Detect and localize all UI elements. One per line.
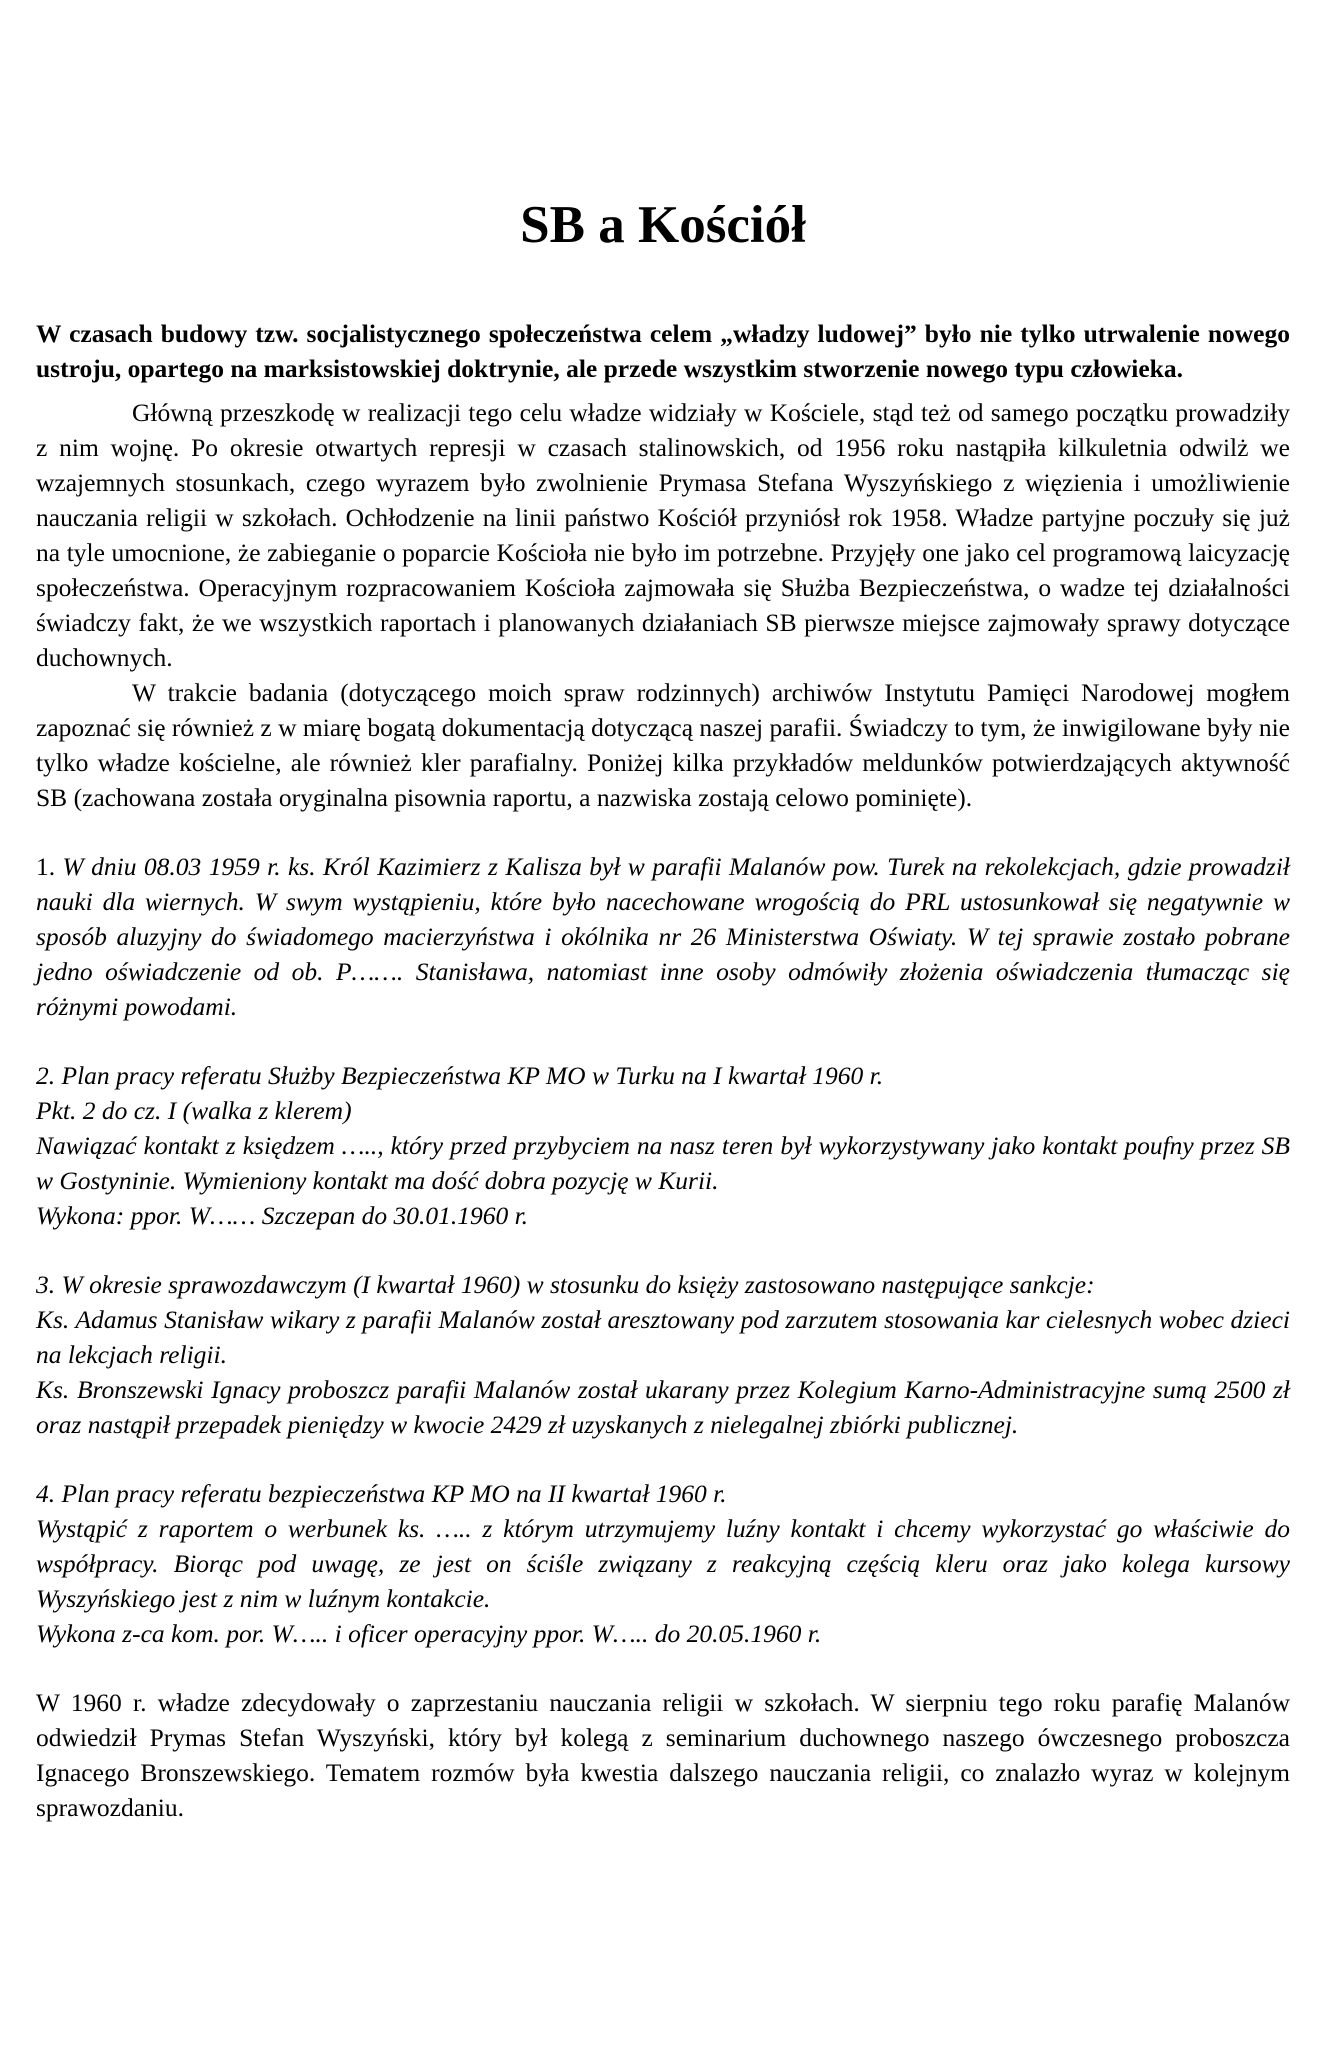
report-3: [36, 1267, 1290, 1442]
report-4-heading: 4. Plan pracy referatu bezpieczeństwa KP MO na II kwartał 1960 r.: [36, 1478, 727, 1508]
body-paragraph-1: Główną przeszkodę w realizacji tego celu władze widziały w Kościele, stąd też od samego początku prowadziły z nim wojnę. Po okresie otwartych represji w czasach stalinowskich, od 1956 roku nastąpiła kilkuletnia odwilż we wzajemnych stosunkach, czego wyrazem było zwolnienie Prymasa Stefana Wyszyńskiego z więzienia i umożliwienie nauczania religii w szkołach. Ochłodzenie na linii państwo Kościół przyniósł rok 1958. Władze partyjne poczuły się już na tyle umocnione, że zabieganie o poparcie Kościoła nie było im potrzebne. Przyjęły one jako cel programową laicyzację społeczeństwa. Operacyjnym rozpracowaniem Kościoła zajmowała się Służba Bezpieczeństwa, o wadze tej działalności świadczy fakt, że we wszystkich raportach i planowanych działaniach SB pierwsze miejsce zajmowały sprawy dotyczące duchownych.: [36, 397, 1290, 672]
report-4: [36, 1476, 1290, 1651]
report-1: [36, 849, 1290, 1024]
report-2: [36, 1058, 1290, 1233]
intro-paragraph: W czasach budowy tzw. socjalistycznego społeczeństwa celem „władzy ludowej” było nie tylko utrwalenie nowego ustroju, opartego na marksistowskiej doktrynie, ale przede wszystkim stworzenie nowego typu człowieka.: [36, 319, 1290, 383]
page-title: SB a Kościół: [520, 196, 806, 254]
report-4-assignee: Wykona z-ca kom. por. W….. i oficer operacyjny ppor. W….. do 20.05.1960 r.: [36, 1618, 822, 1648]
report-4-task: Wystąpić z raportem o werbunek ks. ….. z którym utrzymujemy luźny kontakt i chcemy wykorzystać go właściwie do współpracy. Biorąc pod uwagę, ze jest on ściśle związany z reakcyjną częścią kleru oraz jako kolega kursowy Wyszyńskiego jest z nim w luźnym kontakcie.: [36, 1513, 1290, 1613]
report-3-sanction-2: Ks. Bronszewski Ignacy proboszcz parafii Malanów został ukarany przez Kolegium Karno-Administracyjne sumą 2500 zł oraz nastąpił przepadek pieniędzy w kwocie 2429 zł uzyskanych z nielegalnej zbiórki publicznej.: [36, 1374, 1290, 1439]
report-2-assignee: Wykona: ppor. W…… Szczepan do 30.01.1960 r.: [36, 1200, 529, 1230]
report-1-body: W dniu 08.03 1959 r. ks. Król Kazimierz z Kalisza był w parafii Malanów pow. Turek na rekolekcjach, gdzie prowadził nauki dla wiernych. W swym wystąpieniu, które było nacechowane wrogością do PRL ustosunkował się negatywnie w sposób aluzyjny do świadomego macierzyństwa i okólnika nr 26 Ministerstwa Oświaty. W tej sprawie zostało pobrane jedno oświadczenie od ob. P……. Stanisława, natomiast inne osoby odmówiły złożenia oświadczenia tłumacząc się różnymi powodami.: [36, 851, 1291, 1021]
report-2-point: Pkt. 2 do cz. I (walka z klerem): [36, 1095, 352, 1125]
report-3-heading: 3. W okresie sprawozdawczym (I kwartał 1960) w stosunku do księży zastosowano następujące sankcje:: [36, 1269, 1095, 1299]
report-2-heading: 2. Plan pracy referatu Służby Bezpieczeństwa KP MO w Turku na I kwartał 1960 r.: [36, 1060, 884, 1090]
report-1-number: 1.: [36, 851, 56, 881]
report-1-text: [36, 849, 1290, 1024]
closing-paragraph: W 1960 r. władze zdecydowały o zaprzestaniu nauczania religii w szkołach. W sierpniu tego roku parafię Malanów odwiedził Prymas Stefan Wyszyński, który był kolegą z seminarium duchownego naszego ówczesnego proboszcza Ignacego Bronszewskiego. Tematem rozmów była kwestia dalszego nauczania religii, co znalazło wyraz w kolejnym sprawozdaniu.: [36, 1687, 1290, 1822]
document-page: [36, 195, 1290, 1825]
report-3-sanction-1: Ks. Adamus Stanisław wikary z parafii Malanów został aresztowany pod zarzutem stosowania kar cielesnych wobec dzieci na lekcjach religii.: [36, 1304, 1290, 1369]
report-2-task: Nawiązać kontakt z księdzem ….., który przed przybyciem na nasz teren był wykorzystywany jako kontakt poufny przez SB w Gostyninie. Wymieniony kontakt ma dość dobra pozycję w Kurii.: [36, 1130, 1290, 1195]
body-paragraph-2: W trakcie badania (dotyczącego moich spraw rodzinnych) archiwów Instytutu Pamięci Narodowej mogłem zapoznać się również z w miarę bogatą dokumentacją dotyczącą naszej parafii. Świadczy to tym, że inwigilowane były nie tylko władze kościelne, ale również kler parafialny. Poniżej kilka przykładów meldunków potwierdzających aktywność SB (zachowana została oryginalna pisownia raportu, a nazwiska zostają celowo pominięte).: [36, 677, 1290, 812]
